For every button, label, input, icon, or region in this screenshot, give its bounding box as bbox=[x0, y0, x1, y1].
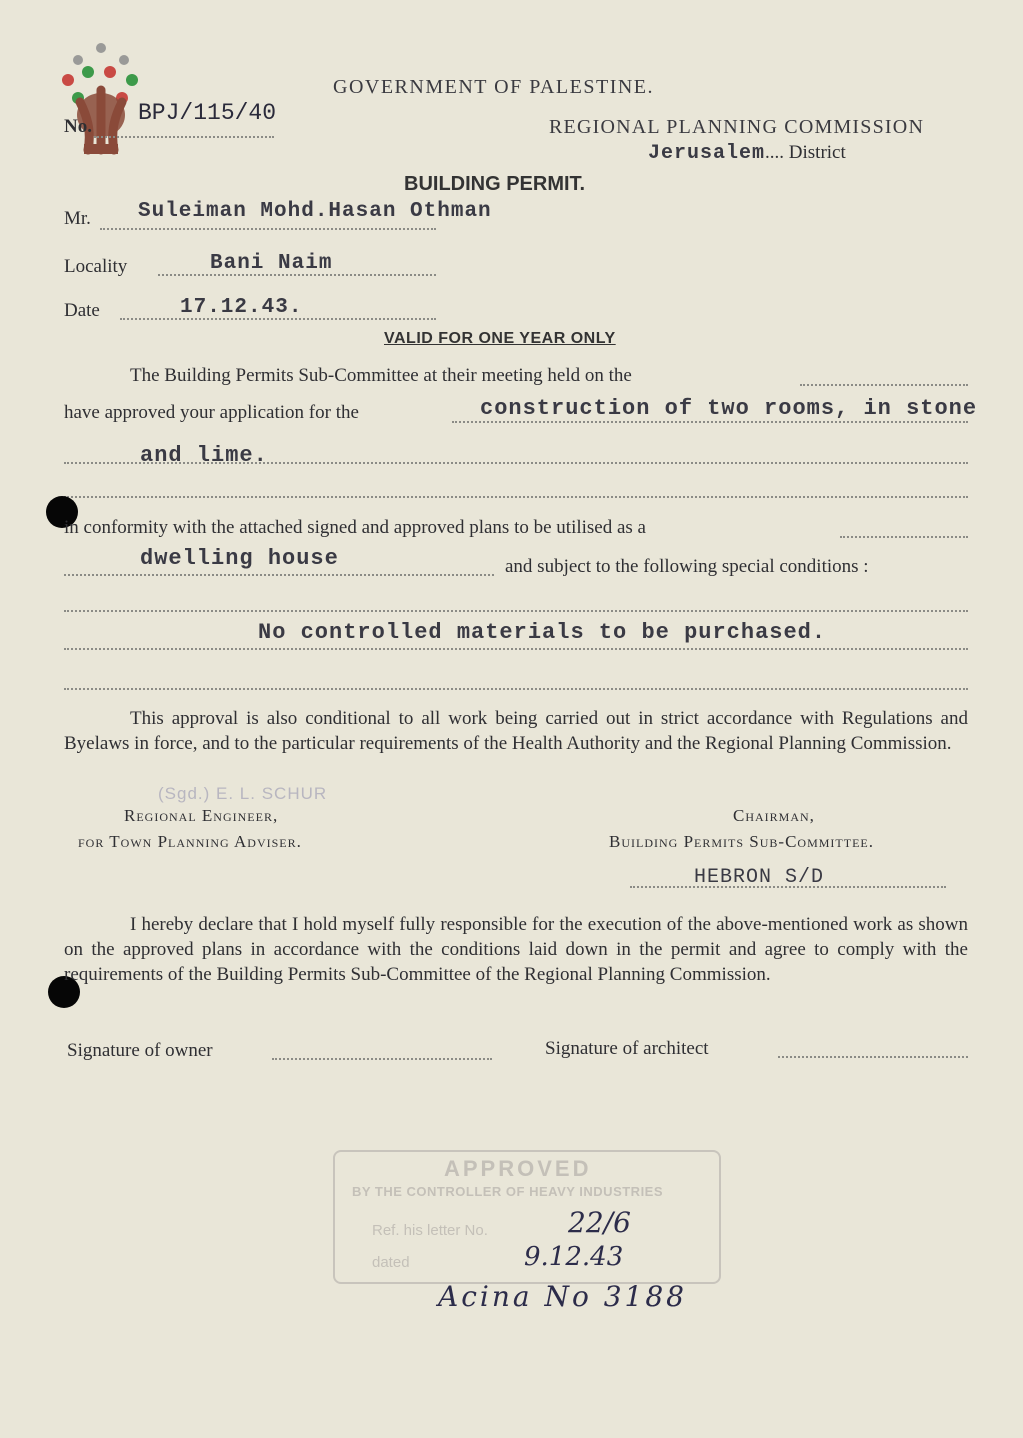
date-value: 17.12.43. bbox=[180, 296, 303, 319]
stamp-dated-label: dated bbox=[372, 1254, 410, 1271]
stamp-ref-number: 22/6 bbox=[568, 1206, 631, 1239]
document-title: BUILDING PERMIT. bbox=[404, 173, 586, 195]
tree-logo-icon bbox=[58, 40, 144, 170]
owner-signature-label: Signature of owner bbox=[67, 1040, 213, 1061]
building-use: dwelling house bbox=[140, 546, 339, 571]
meeting-line: The Building Permits Sub-Committee at their meeting held on the bbox=[130, 365, 632, 386]
district-label: .... District bbox=[765, 142, 846, 163]
work-description: construction of two rooms, in stone bbox=[480, 396, 978, 421]
commission-heading: REGIONAL PLANNING COMMISSION bbox=[549, 116, 925, 138]
sub-committee-place: HEBRON S/D bbox=[694, 866, 825, 889]
government-heading: GOVERNMENT OF PALESTINE. bbox=[333, 76, 655, 98]
permit-number: BPJ/115/40 bbox=[138, 100, 277, 126]
chairman-title: Chairman, bbox=[733, 806, 815, 825]
applicant-name: Suleiman Mohd.Hasan Othman bbox=[138, 200, 492, 223]
conformity-line: in conformity with the attached signed and approved plans to be utilised as a bbox=[64, 517, 646, 538]
stamp-authority: BY THE CONTROLLER OF HEAVY INDUSTRIES bbox=[352, 1184, 664, 1199]
district-line bbox=[648, 142, 846, 165]
work-description-cont: and lime. bbox=[140, 443, 268, 468]
stamp-date: 9.12.43 bbox=[524, 1242, 624, 1272]
approval-line-prefix: have approved your application for the bbox=[64, 402, 359, 423]
validity-notice: VALID FOR ONE YEAR ONLY bbox=[384, 330, 616, 347]
locality-label: Locality bbox=[64, 256, 128, 277]
sub-committee-title: Building Permits Sub-Committee. bbox=[609, 832, 874, 851]
permit-number-label: No. bbox=[64, 116, 92, 137]
district-value: Jerusalem bbox=[648, 142, 766, 165]
stamp-ref-label: Ref. his letter No. bbox=[372, 1222, 488, 1239]
special-condition: No controlled materials to be purchased. bbox=[258, 620, 827, 645]
architect-signature-label: Signature of architect bbox=[545, 1038, 709, 1059]
handwritten-registration: Acina No 3188 bbox=[438, 1280, 687, 1313]
owner-declaration: I hereby declare that I hold myself fully responsible for the execution of the above-mentioned work as shown on the approved plans in accordance with the conditions laid down in the permit and agree to comply with the requirements of the Building Permits Sub-Committee of the Regional Planning Commission. bbox=[64, 914, 968, 985]
approval-conditions: This approval is also conditional to all work being carried out in strict accordance with Regulations and Byelaws in force, and to the particular requirements of the Health Authority and the Regional Planning Commission. bbox=[64, 708, 968, 754]
locality-value: Bani Naim bbox=[210, 252, 333, 275]
regional-engineer-title: Regional Engineer, bbox=[124, 806, 279, 825]
town-planning-adviser: for Town Planning Adviser. bbox=[78, 832, 302, 851]
signed-by-stamp: (Sgd.) E. L. SCHUR bbox=[158, 784, 328, 803]
date-label: Date bbox=[64, 300, 100, 321]
stamp-approved: APPROVED bbox=[444, 1156, 592, 1181]
mr-label: Mr. bbox=[64, 208, 91, 229]
conditions-label: and subject to the following special conditions : bbox=[505, 556, 869, 577]
archive-logo bbox=[58, 40, 144, 170]
